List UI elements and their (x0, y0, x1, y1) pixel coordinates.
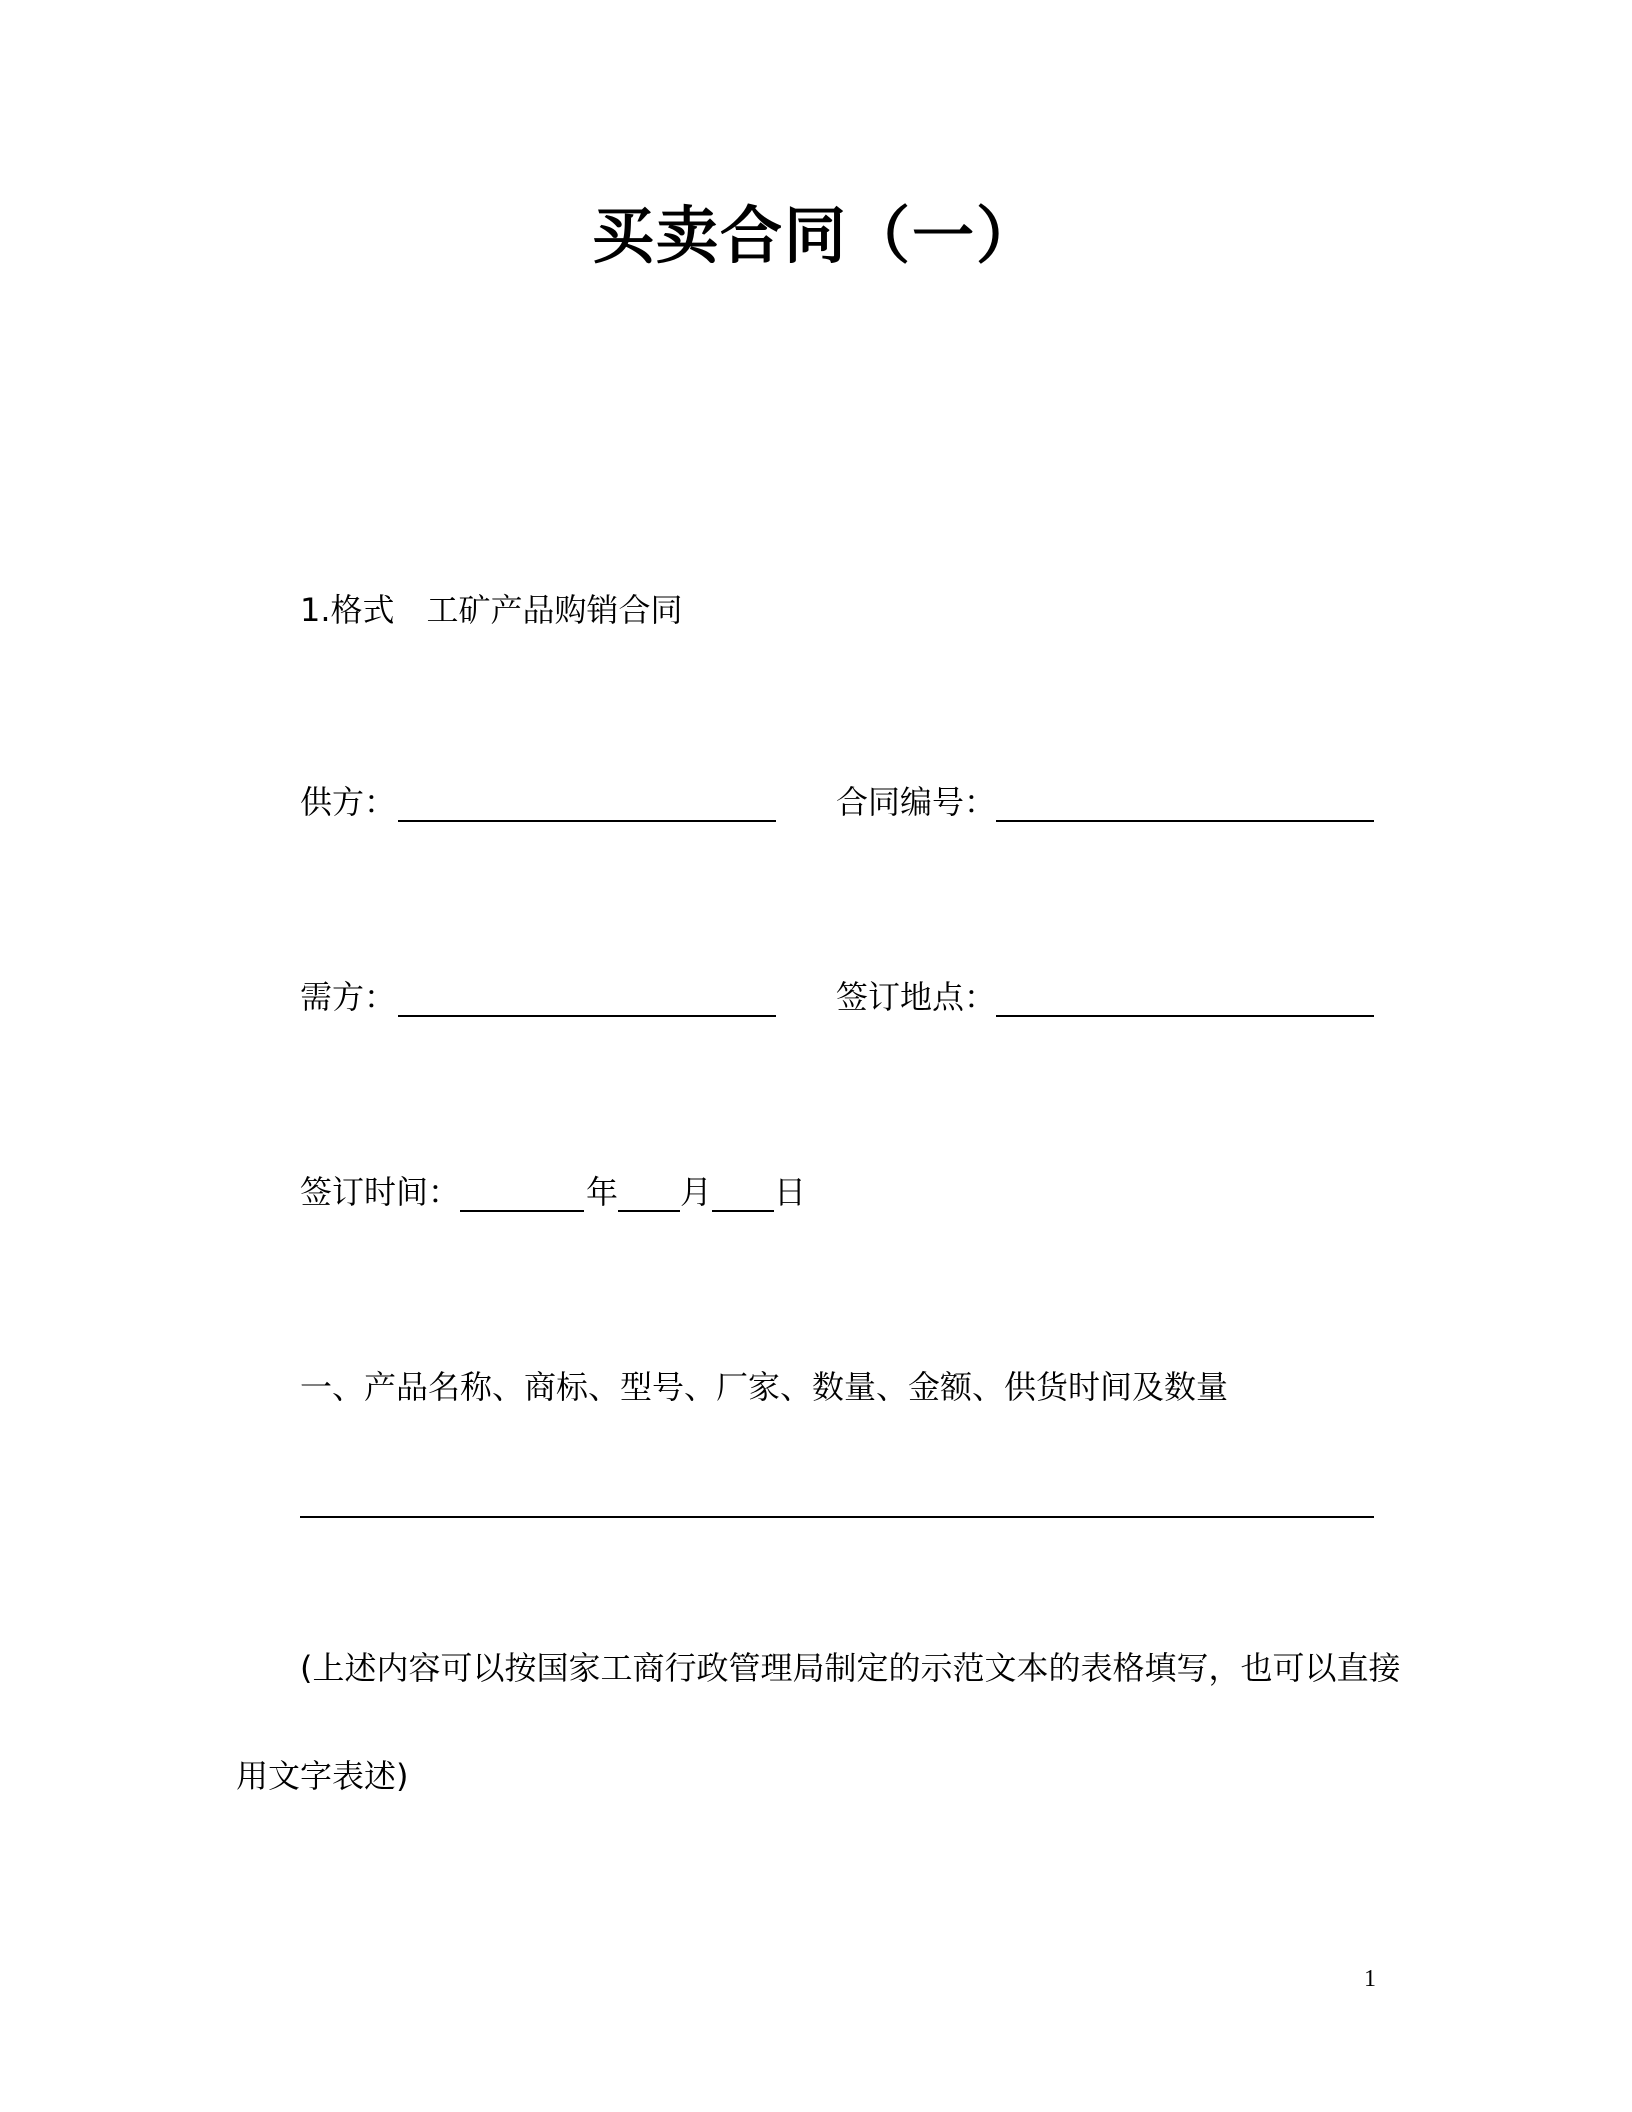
year-label: 年 (586, 1173, 619, 1211)
signing-place-label: 签订地点： (836, 978, 997, 1016)
page-number: 1 (1364, 1966, 1376, 1992)
document-title: 买卖合同（一） (591, 199, 1040, 272)
supplier-label: 供方： (300, 783, 397, 821)
note-line-1: (上述内容可以按国家工商行政管理局制定的示范文本的表格填写，也可以直接 (300, 1649, 1401, 1687)
section-one-heading: 一、产品名称、商标、型号、厂家、数量、金额、供货时间及数量 (300, 1368, 1229, 1406)
format-heading: 1.格式 工矿产品购销合同 (300, 591, 683, 629)
buyer-blank-line[interactable] (398, 1015, 776, 1017)
contract-number-label: 合同编号： (836, 783, 997, 821)
note-line-2: 用文字表述) (236, 1757, 409, 1795)
contract-number-blank-line[interactable] (996, 820, 1374, 822)
month-label: 月 (680, 1173, 713, 1211)
day-label: 日 (774, 1173, 807, 1211)
day-blank-line[interactable] (712, 1210, 774, 1212)
signing-time-label: 签订时间： (300, 1173, 461, 1211)
supplier-blank-line[interactable] (398, 820, 776, 822)
buyer-label: 需方： (300, 978, 397, 1016)
year-blank-line[interactable] (460, 1210, 584, 1212)
section-one-blank-line[interactable] (300, 1516, 1374, 1518)
signing-place-blank-line[interactable] (996, 1015, 1374, 1017)
month-blank-line[interactable] (618, 1210, 680, 1212)
